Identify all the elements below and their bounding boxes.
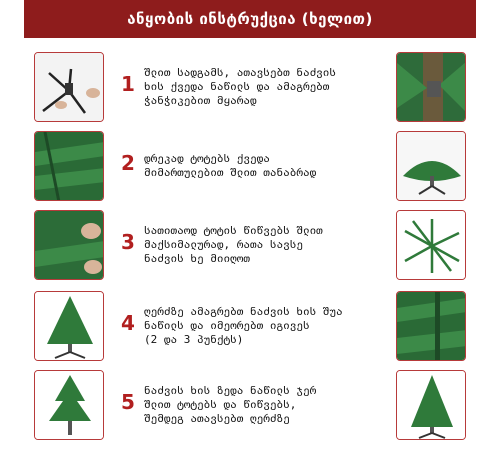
step-instruction: ღერძზე ამაგრებთ ნაძვის ხის შუა ნაწილს და იმეორებთ იგივეს (2 და 3 პუნქტს) <box>144 305 343 346</box>
stand-connection-closeup-image <box>396 52 466 122</box>
step-row-2 <box>34 131 466 201</box>
fluffed-branch-tip-image <box>396 210 466 280</box>
step-row-3 <box>34 210 466 280</box>
hands-fluffing-branch-image <box>34 210 104 280</box>
middle-section-closeup-image <box>396 291 466 361</box>
tree-top-section-image <box>34 370 104 440</box>
step-number: 4 <box>121 311 135 335</box>
lower-branches-image <box>34 131 104 201</box>
step-instruction: დრეკად ტოტებს ქვედა მიმართულებით შლით თანაბრად <box>144 152 317 179</box>
step-number: 3 <box>121 230 135 254</box>
tree-stand-legs-image <box>34 52 104 122</box>
spread-bottom-tier-image <box>396 131 466 201</box>
finished-full-tree-image <box>396 370 466 440</box>
step-row-4 <box>34 291 466 361</box>
step-number: 1 <box>121 72 135 96</box>
title-banner <box>24 0 476 38</box>
step-instruction: ნაძვის ხის ზედა ნაწილს ჯერ შლით ტოტებს და წიწვებს, შემდეგ ათავსებთ ღერძზე <box>144 384 317 425</box>
half-assembled-tree-image <box>34 291 104 361</box>
step-instruction: სათითაოდ ტოტის წიწვებს შლით მაქსიმალურად, რათა სავსე ნაძვის ხე მიიღოთ <box>144 224 323 265</box>
step-instruction: შლით სადგამს, ათავსებთ ნაძვის ხის ქვედა ნაწილს და ამაგრებთ ჭანჭიკებით მყარად <box>144 66 337 107</box>
step-number: 5 <box>121 390 135 414</box>
step-row-5 <box>34 370 466 440</box>
page-title: ანყობის ინსტრუქცია (ხელით) <box>127 10 373 28</box>
step-number: 2 <box>121 151 135 175</box>
step-row-1 <box>34 52 466 122</box>
